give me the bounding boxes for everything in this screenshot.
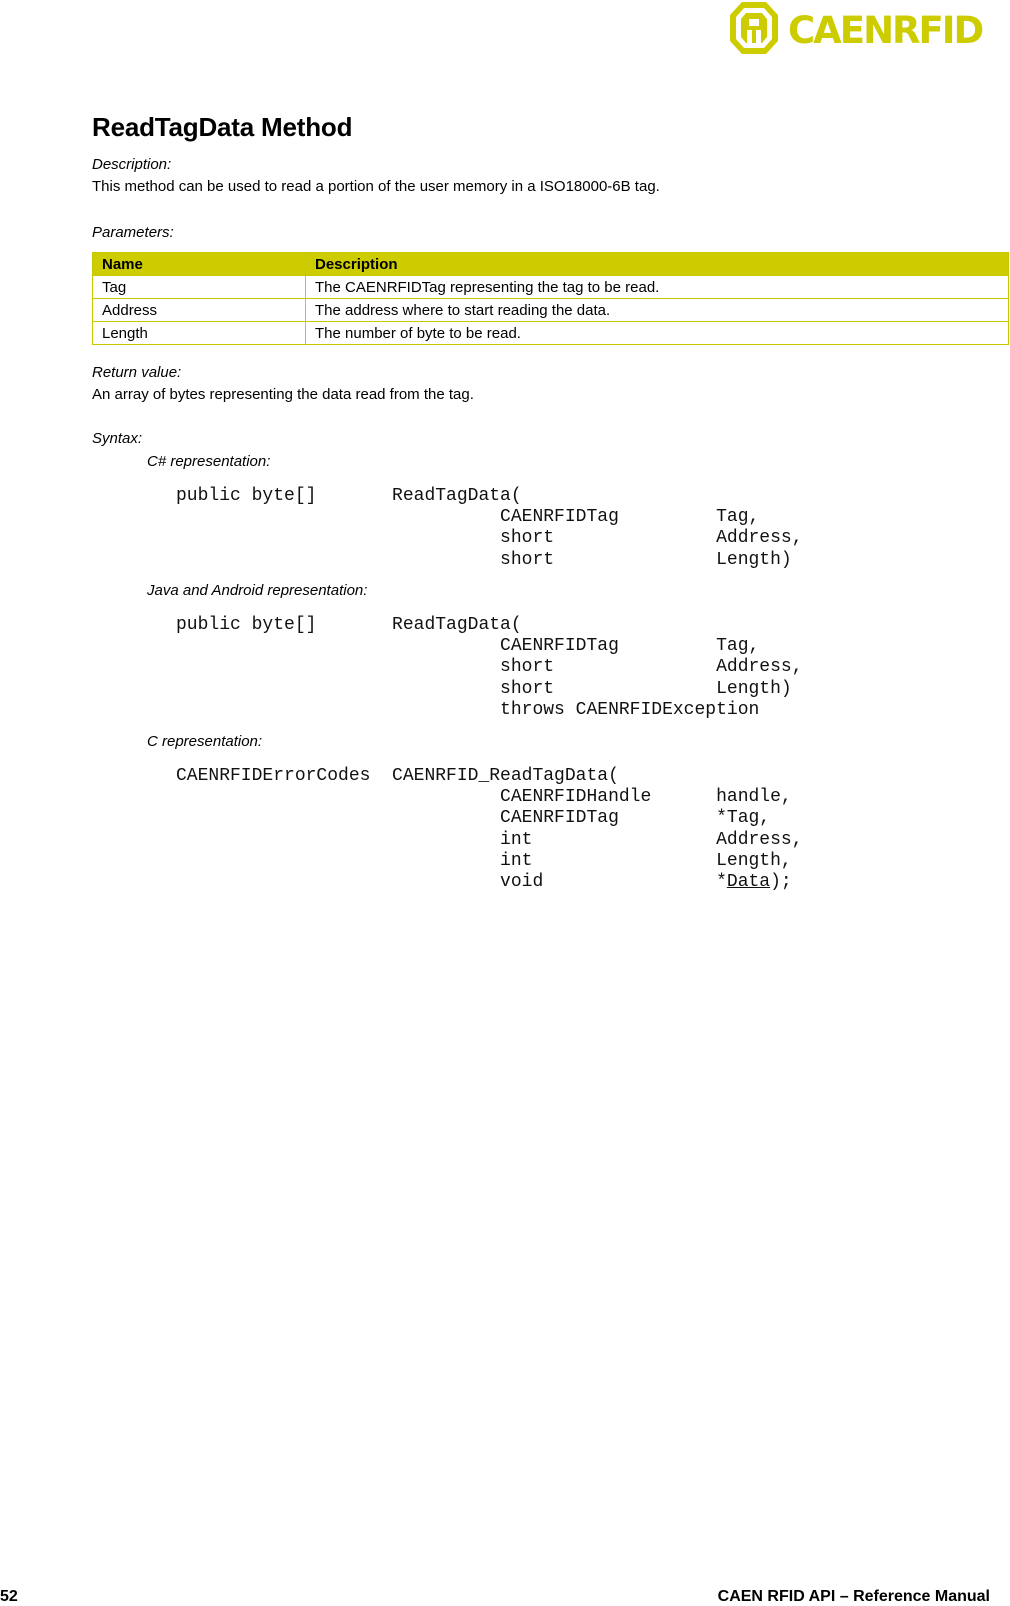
- table-header-row: [93, 253, 1009, 276]
- c-code-block: [176, 766, 803, 893]
- c-code-data-param: Data: [726, 872, 771, 893]
- param-description: The number of byte to be read.: [306, 322, 1009, 345]
- param-description: The address where to start reading the data.: [306, 299, 1009, 322]
- c-label: C representation:: [147, 733, 263, 750]
- java-code-block: public byte[] ReadTagData( CAENRFIDTag Tag, short Address, short Length) throws CAENRFIDException: [176, 615, 803, 720]
- return-label: Return value:: [92, 364, 182, 381]
- c-code-head: CAENRFIDErrorCodes CAENRFID_ReadTagData( CAENRFIDHandle handle, CAENRFIDTag *Tag, int Address, int Length, void *: [176, 766, 803, 893]
- syntax-label: Syntax:: [92, 430, 143, 447]
- table-row: [93, 299, 1009, 322]
- caenrfid-logo-icon: [728, 0, 1000, 56]
- csharp-code-block: public byte[] ReadTagData( CAENRFIDTag Tag, short Address, short Length): [176, 486, 803, 570]
- param-name: Address: [93, 299, 306, 322]
- table-row: [93, 322, 1009, 345]
- table-row: [93, 276, 1009, 299]
- param-description: The CAENRFIDTag representing the tag to be read.: [306, 276, 1009, 299]
- return-text: An array of bytes representing the data read from the tag.: [92, 386, 474, 403]
- description-text: This method can be used to read a portion of the user memory in a ISO18000-6B tag.: [92, 178, 660, 195]
- param-name: Tag: [93, 276, 306, 299]
- parameters-table: [92, 252, 1009, 345]
- svg-text:CAENRFID: CAENRFID: [788, 9, 983, 52]
- c-code-tail: );: [770, 872, 792, 893]
- java-label: Java and Android representation:: [147, 582, 368, 599]
- parameters-label: Parameters:: [92, 224, 174, 241]
- footer-doc-title: CAEN RFID API – Reference Manual: [717, 1588, 990, 1605]
- description-label: Description:: [92, 156, 172, 173]
- section-title: ReadTagData Method: [92, 112, 353, 142]
- caenrfid-logo: [728, 0, 1000, 56]
- page-number: 52: [0, 1588, 18, 1605]
- table-header-description: Description: [306, 253, 1009, 276]
- param-name: Length: [93, 322, 306, 345]
- csharp-label: C# representation:: [147, 453, 271, 470]
- table-header-name: Name: [93, 253, 306, 276]
